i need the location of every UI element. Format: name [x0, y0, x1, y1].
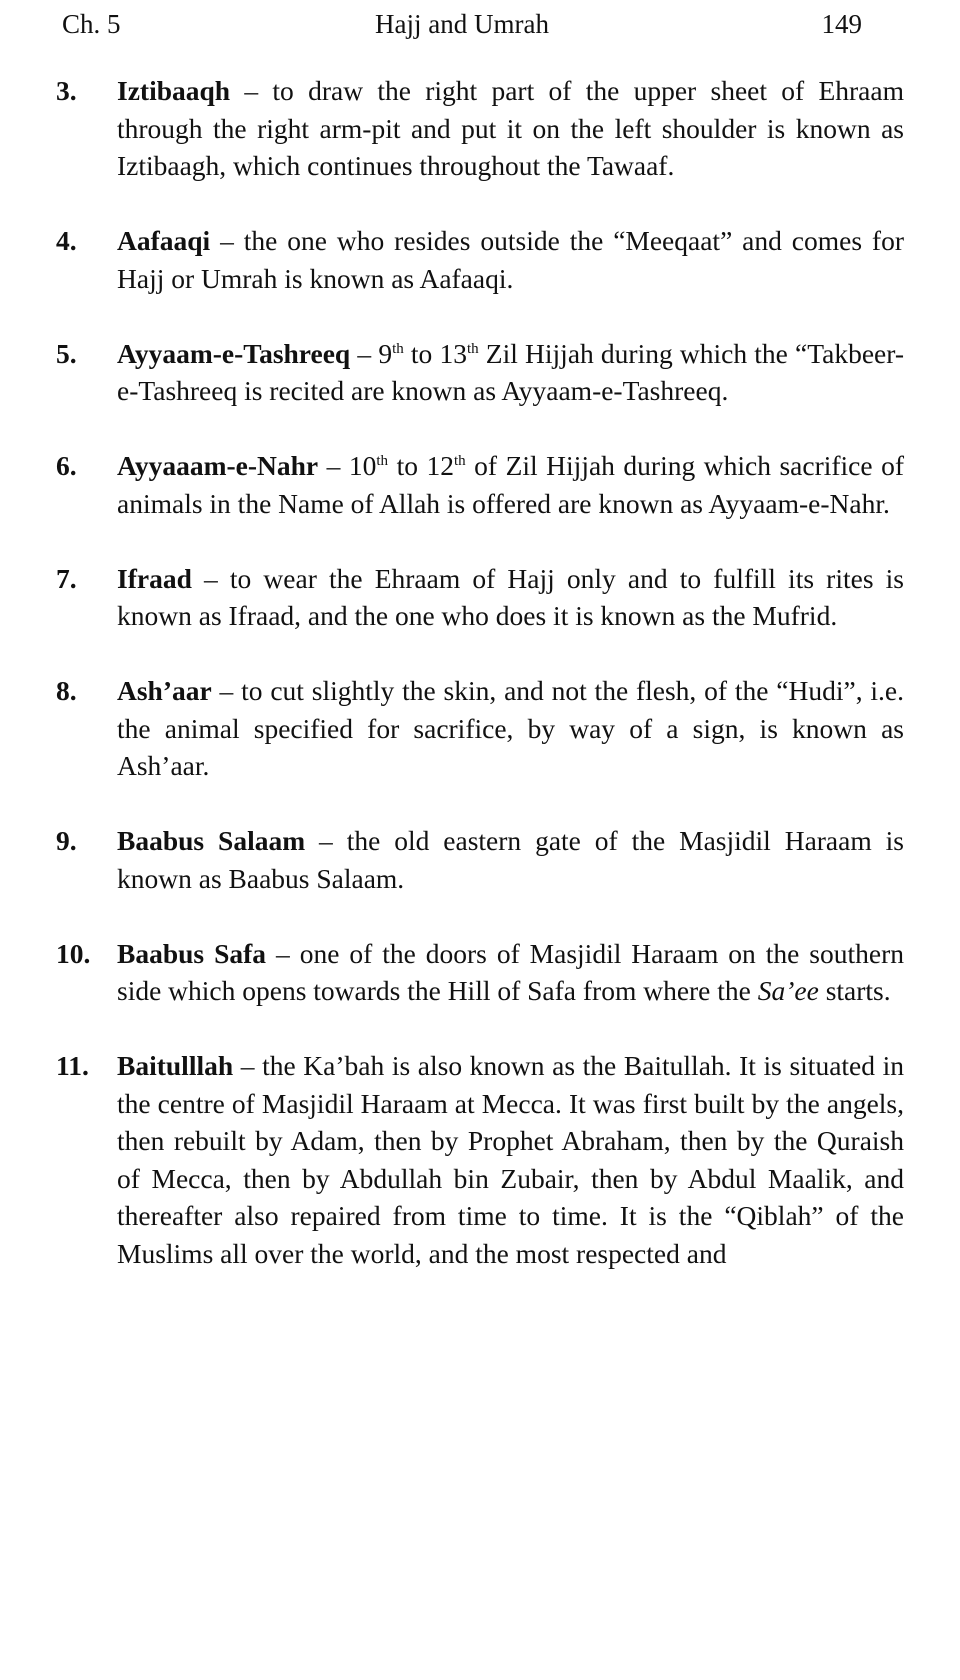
entry-term: Baabus Salaam [117, 825, 306, 856]
entry-definition-part: to 12 [388, 450, 454, 481]
entry-definition-part: starts. [818, 975, 891, 1006]
entry-definition: – to wear the Ehraam of Hajj only and to fulfill its rites is known as Ifraad, and the one who does it is known as the Mufrid. [117, 562, 904, 631]
entry-number: 7. [56, 562, 77, 594]
entry-definition-part: – 10 [318, 450, 377, 481]
entry-definition: – to draw the right part of the upper sheet of Ehraam through the right arm-pit and put it on the left shoulder is known as Iztibaagh, which continues throughout the Tawaaf. [117, 75, 904, 181]
glossary-entry-9 [56, 822, 904, 897]
entry-term: Ayyaam-e-Tashreeq [117, 337, 351, 369]
entry-definition: – the Ka’bah is also known as the Baitullah. It is situated in the centre of Masjidil Haraam at Mecca. It was first built by the angels, then rebuilt by Adam, then by Prophet Abraham, then by the Quraish of Mecca, then by Abdullah bin Zubair, then by Abdul Maalik, and thereafter also repaired from time to time. It is the “Qiblah” of the Muslims all over the world, and the most respected and [117, 1050, 904, 1269]
entry-term: Iztibaaqh [117, 75, 231, 106]
ordinal-suffix: th [376, 452, 389, 469]
entry-number: 10. [56, 937, 91, 969]
entry-number: 9. [56, 825, 77, 856]
entry-definition-part: to 13 [403, 337, 467, 369]
entry-definition: – the old eastern gate of the Masjidil Haraam is known as Baabus Salaam. [117, 825, 904, 894]
italic-term: Sa’ee [757, 975, 819, 1006]
ordinal-suffix: th [392, 340, 404, 357]
entry-definition-part: – 9 [350, 337, 393, 369]
glossary-entry-5 [56, 335, 904, 410]
glossary-entry-8 [56, 672, 904, 785]
entry-number: 11. [56, 1050, 89, 1081]
entry-number: 5. [56, 337, 77, 369]
entry-term: Ash’aar [117, 675, 212, 706]
entry-definition-part: Zil Hijjah during which the “Takbeer-e-Tashreeq is recited are known as Ayyaam-e-Tashreeq. [117, 337, 904, 406]
ordinal-suffix: th [453, 452, 466, 469]
entry-term: Aafaaqi [117, 225, 211, 256]
chapter-label: Ch. 5 [62, 9, 121, 39]
glossary-entry-6 [56, 447, 904, 522]
entry-number: 3. [56, 75, 77, 106]
entry-term: Baitulllah [117, 1050, 234, 1081]
entry-definition-part: – one of the doors of Masjidil Haraam on the southern side which opens towards the Hill of Safa from where the [117, 937, 904, 1006]
page-number: 149 [821, 9, 862, 39]
entry-term: Baabus Safa [117, 937, 267, 969]
entry-definition: – to cut slightly the skin, and not the flesh, of the “Hudi”, i.e. the animal specified for sacrifice, by way of a sign, is known as Ash’aar. [117, 675, 904, 781]
entry-definition: – the one who resides outside the “Meeqaat” and comes for Hajj or Umrah is known as Aafaaqi. [117, 225, 904, 294]
ordinal-suffix: th [466, 340, 479, 357]
glossary-entry-10 [56, 935, 904, 1010]
entry-term: Ifraad [117, 562, 192, 594]
glossary-entry-4 [56, 222, 904, 297]
entry-number: 8. [56, 675, 77, 706]
glossary-list [56, 72, 904, 1310]
running-header [62, 4, 862, 44]
entry-number: 6. [56, 450, 77, 481]
glossary-entry-11 [56, 1047, 904, 1272]
glossary-entry-7 [56, 560, 904, 635]
book-title: Hajj and Umrah [375, 9, 549, 39]
glossary-entry-3 [56, 72, 904, 185]
entry-definition-part: of Zil Hijjah during which sacrifice of animals in the Name of Allah is offered are known as Ayyaam-e-Nahr. [117, 450, 905, 519]
entry-number: 4. [56, 225, 77, 256]
entry-term: Ayyaaam-e-Nahr [117, 450, 319, 481]
